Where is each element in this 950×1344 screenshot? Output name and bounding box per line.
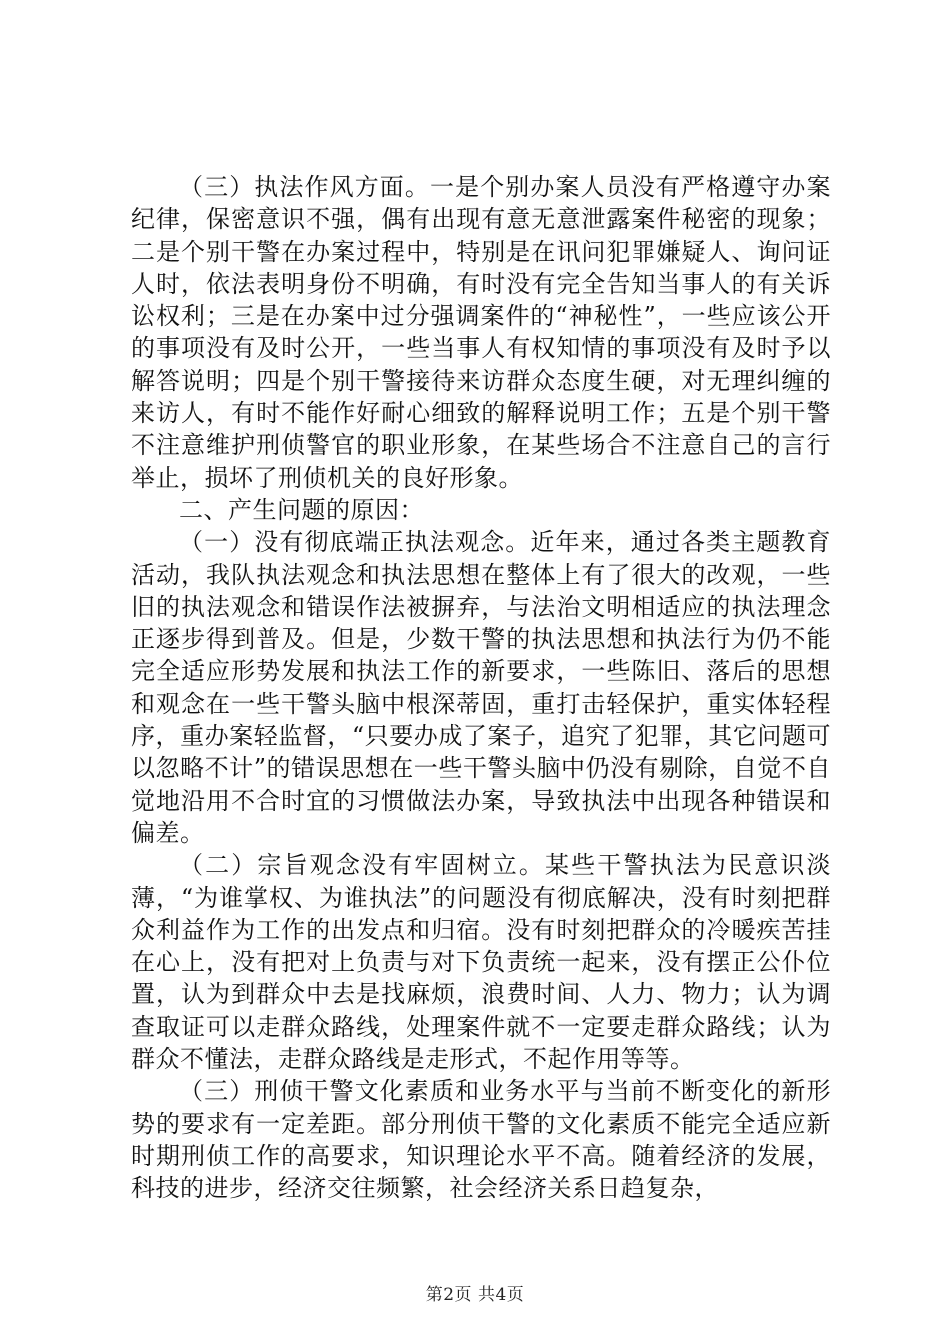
paragraph-cause-one: （一）没有彻底端正执法观念。近年来，通过各类主题教育活动，我队执法观念和执法思想在整体上有了很大的改观，一些旧的执法观念和错误作法被摒弃，与法治文明相适应的执法理念正逐步得到普及。但是，少数干警的执法思想和执法行为仍不能完全适应形势发展和执法工作的新要求，一些陈旧、落后的思想和观念在一些干警头脑中根深蒂固，重打击轻保护，重实体轻程序，重办案轻监督，“只要办成了案子，追究了犯罪，其它问题可以忽略不计”的错误思想在一些干警头脑中仍没有剔除，自觉不自觉地沿用不合时宜的习惯做法办案，导致执法中出现各种错误和偏差。 [131, 528, 831, 847]
document-body [131, 171, 831, 1205]
paragraph-cause-two: （二）宗旨观念没有牢固树立。某些干警执法为民意识淡薄，“为谁掌权、为谁执法”的问题没有彻底解决，没有时刻把群众利益作为工作的出发点和归宿。没有时刻把群众的冷暖疾苦挂在心上，没有把对上负责与对下负责统一起来，没有摆正公仆位置，认为到群众中去是找麻烦，浪费时间、人力、物力；认为调查取证可以走群众路线，处理案件就不一定要走群众路线；认为群众不懂法，走群众路线是走形式，不起作用等等。 [131, 851, 831, 1074]
paragraph-cause-three: （三）刑侦干警文化素质和业务水平与当前不断变化的新形势的要求有一定差距。部分刑侦干警的文化素质不能完全适应新时期刑侦工作的高要求，知识理论水平不高。随着经济的发展，科技的进步，经济交往频繁，社会经济关系日趋复杂， [131, 1077, 831, 1203]
paragraph-conduct-issues: （三）执法作风方面。一是个别办案人员没有严格遵守办案纪律，保密意识不强，偶有出现有意无意泄露案件秘密的现象；二是个别干警在办案过程中，特别是在讯问犯罪嫌疑人、询问证人时，依法表明身份不明确，有时没有完全告知当事人的有关诉讼权利；三是在办案中过分强调案件的“神秘性”，一些应该公开的事项没有及时公开，一些当事人有权知情的事项没有及时予以解答说明；四是个别干警接待来访群众态度生硬，对无理纠缠的来访人，有时不能作好耐心细致的解释说明工作；五是个别干警不注意维护刑侦警官的职业形象，在某些场合不注意自己的言行举止，损坏了刑侦机关的良好形象。 [131, 173, 831, 492]
page-number-footer: 第2页 共4页 [425, 1285, 525, 1305]
section-heading-causes: 二、产生问题的原因： [179, 495, 424, 524]
